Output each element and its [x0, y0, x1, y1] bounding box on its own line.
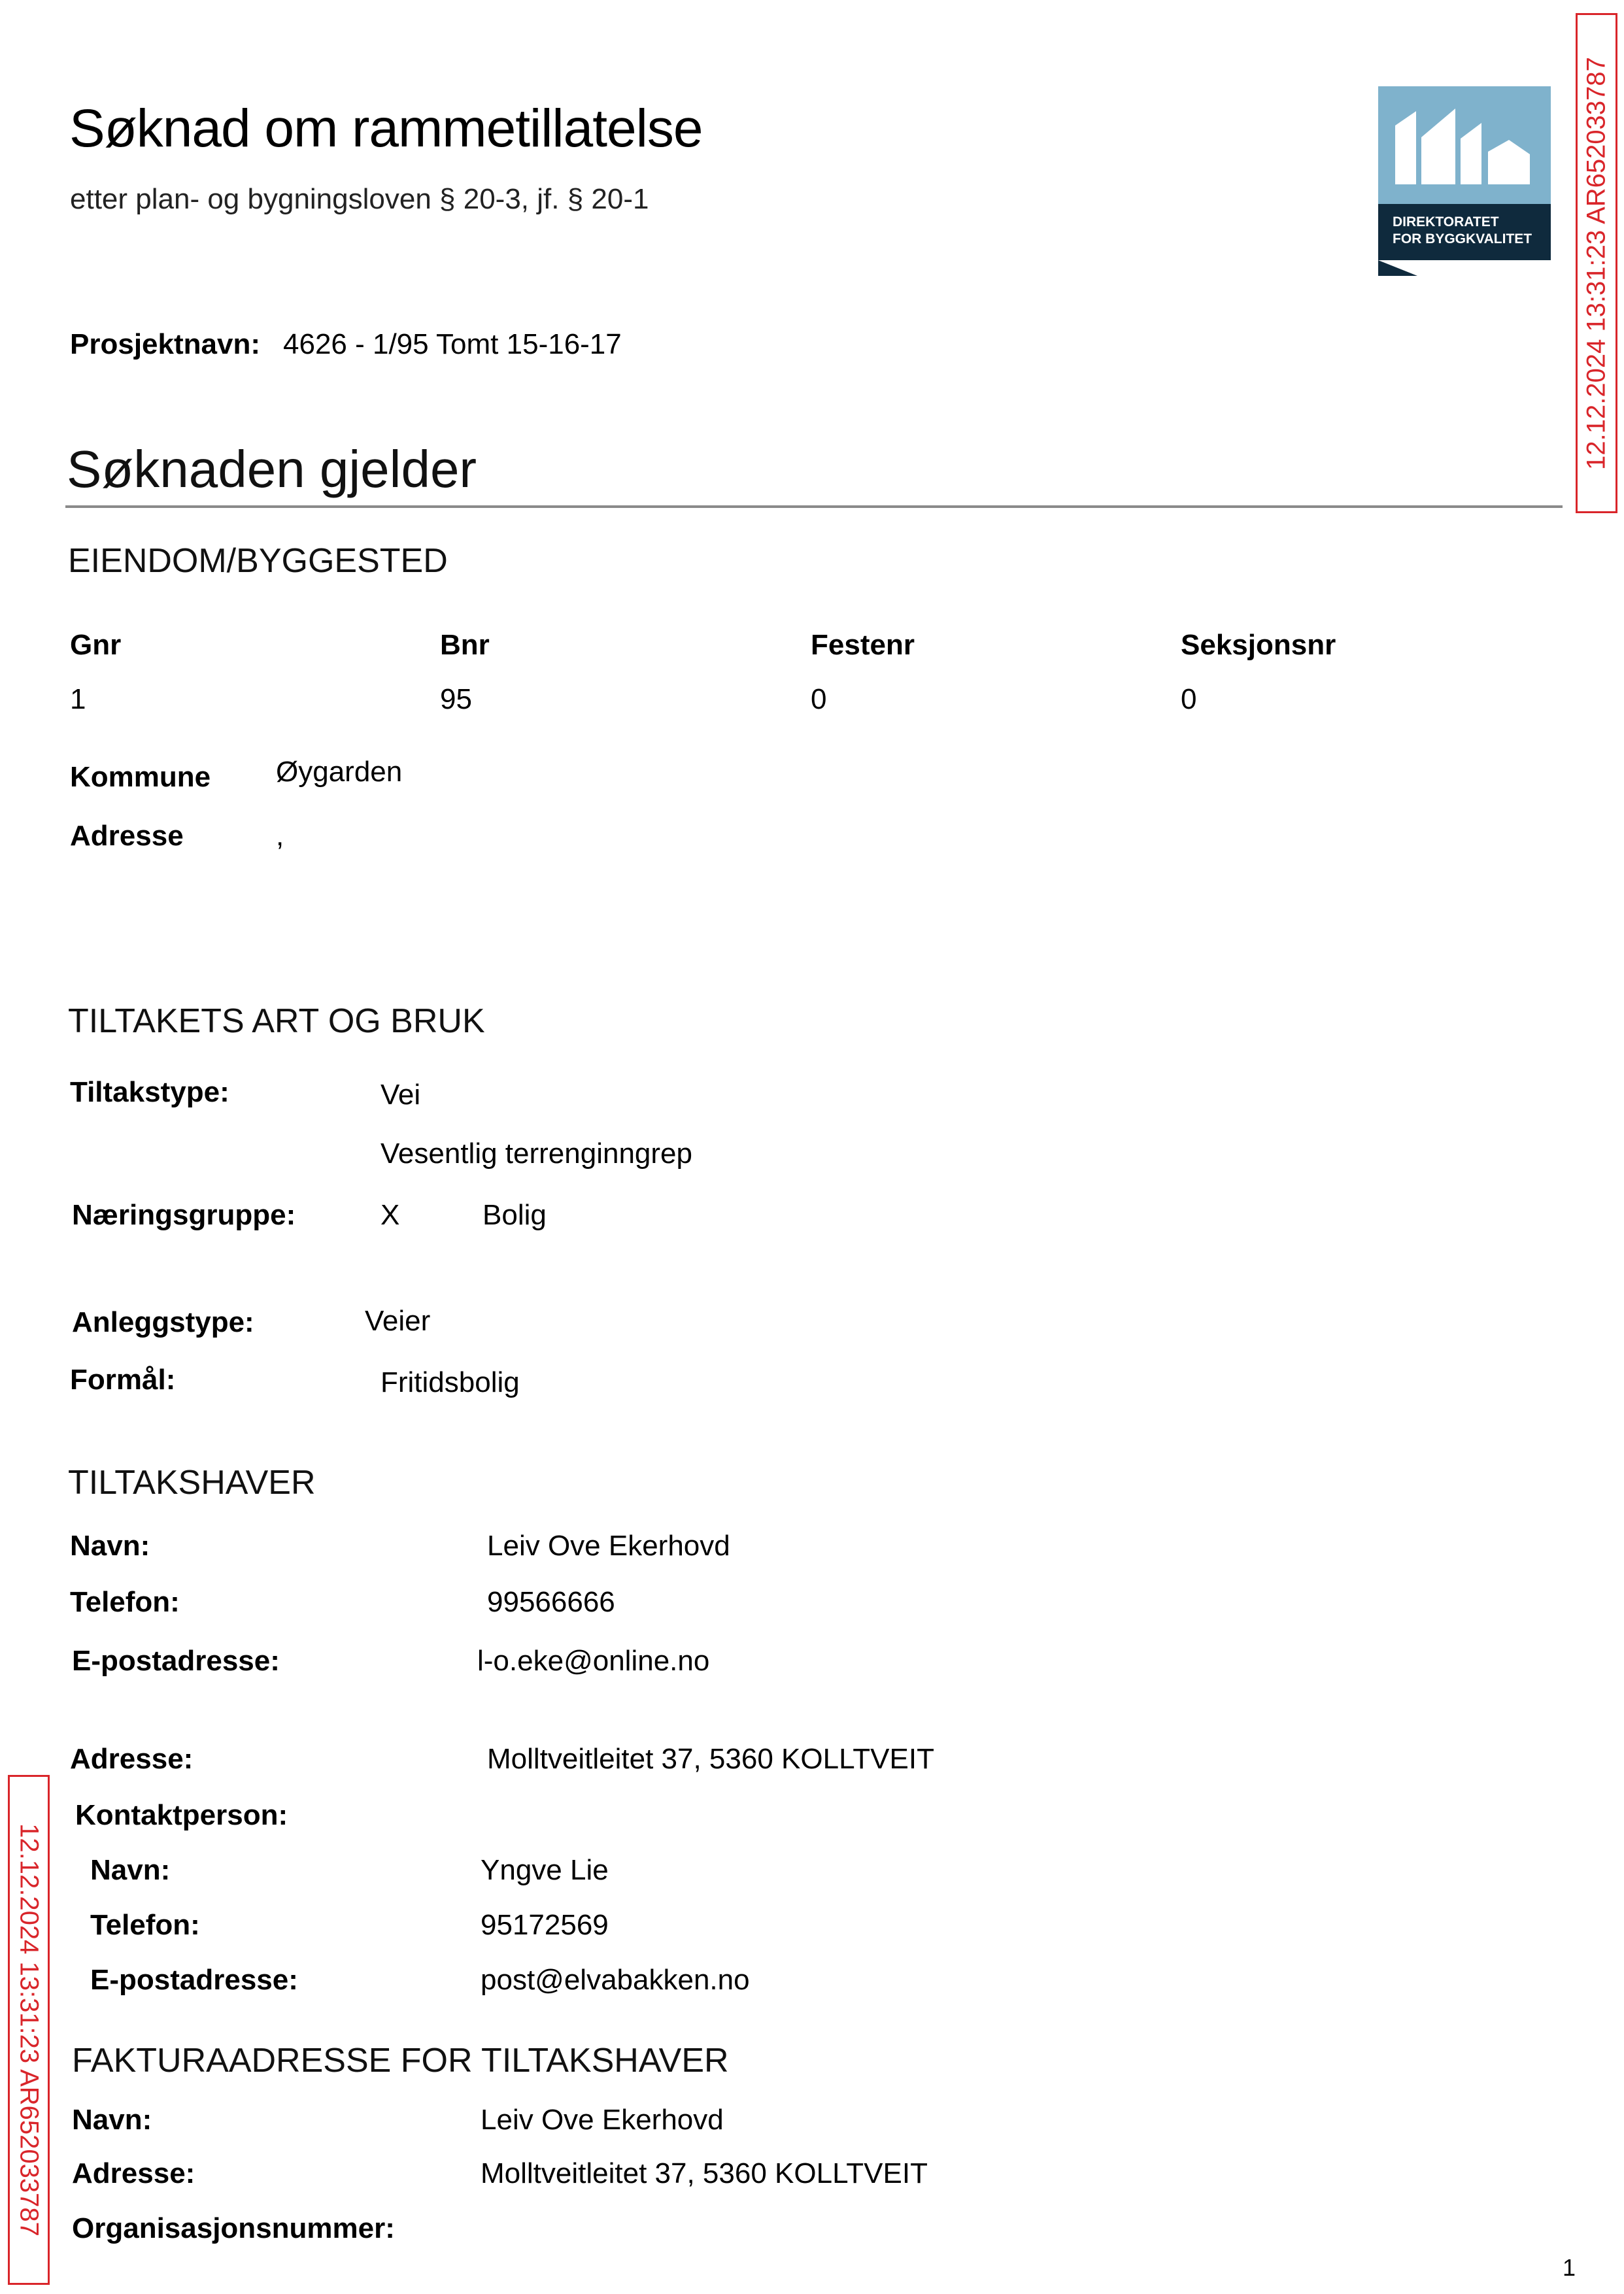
kontakt-epost-value: post@elvabakken.no	[481, 1964, 750, 1996]
tiltakshaver-adresse-value: Molltveitleitet 37, 5360 KOLLTVEIT	[487, 1743, 934, 1775]
gnr-value: 1	[70, 683, 86, 715]
logo-text-line2: FOR BYGGKVALITET	[1393, 231, 1532, 246]
dibk-logo	[1378, 86, 1551, 276]
tiltakshaver-epost-value: l-o.eke@online.no	[477, 1645, 710, 1677]
received-stamp-right	[1576, 13, 1617, 513]
naeringsgruppe-value: Bolig	[482, 1199, 547, 1231]
seksjonsnr-value: 0	[1181, 683, 1197, 715]
tiltakstype-label: Tiltakstype:	[70, 1076, 229, 1108]
faktura-navn-label: Navn:	[72, 2104, 152, 2136]
section-heading-tiltak: TILTAKETS ART OG BRUK	[68, 1002, 485, 1040]
document-subtitle: etter plan- og bygningsloven § 20-3, jf. § 20-1	[70, 183, 649, 215]
anleggstype-label: Anleggstype:	[72, 1306, 254, 1338]
anleggstype-value: Veier	[365, 1305, 431, 1337]
tiltakshaver-telefon-label: Telefon:	[70, 1586, 180, 1618]
naeringsgruppe-code: X	[381, 1199, 400, 1231]
stamp-text: 12.12.2024 13:31:23 AR652033787	[14, 1823, 44, 2236]
received-stamp-left	[8, 1775, 50, 2285]
kontakt-telefon-value: 95172569	[481, 1909, 609, 1941]
kontakt-epost-label: E-postadresse:	[90, 1964, 298, 1996]
tiltakshaver-navn-value: Leiv Ove Ekerhovd	[487, 1530, 730, 1562]
faktura-adresse-value: Molltveitleitet 37, 5360 KOLLTVEIT	[481, 2157, 928, 2189]
faktura-adresse-label: Adresse:	[72, 2157, 195, 2189]
tiltakstype-value-2: Vesentlig terrenginngrep	[381, 1138, 692, 1170]
project-name-label: Prosjektnavn:	[70, 328, 260, 360]
section-heading-eiendom: EIENDOM/BYGGESTED	[68, 542, 448, 580]
kontakt-telefon-label: Telefon:	[90, 1909, 200, 1941]
section-heading-soknaden: Søknaden gjelder	[67, 440, 477, 498]
festenr-label: Festenr	[811, 629, 915, 661]
tiltakstype-value-1: Vei	[381, 1079, 421, 1111]
formal-value: Fritidsbolig	[381, 1366, 520, 1398]
bnr-label: Bnr	[440, 629, 490, 661]
kommune-label: Kommune	[70, 761, 211, 793]
section-heading-faktura: FAKTURAADRESSE FOR TILTAKSHAVER	[72, 2042, 729, 2080]
adresse-label: Adresse	[70, 820, 184, 852]
dibk-logo-graphic	[1378, 86, 1551, 276]
tiltakshaver-telefon-value: 99566666	[487, 1586, 615, 1618]
kontakt-navn-value: Yngve Lie	[481, 1854, 609, 1886]
adresse-value: ,	[276, 820, 284, 852]
tiltakshaver-navn-label: Navn:	[70, 1530, 150, 1562]
faktura-org-label: Organisasjonsnummer:	[72, 2212, 395, 2244]
page-number: 1	[1563, 2254, 1576, 2281]
kontaktperson-label: Kontaktperson:	[75, 1799, 288, 1831]
formal-label: Formål:	[70, 1364, 176, 1396]
project-name-value: 4626 - 1/95 Tomt 15-16-17	[283, 328, 622, 360]
festenr-value: 0	[811, 683, 827, 715]
tiltakshaver-adresse-label: Adresse:	[70, 1743, 194, 1775]
seksjonsnr-label: Seksjonsnr	[1181, 629, 1336, 661]
tiltakshaver-epost-label: E-postadresse:	[72, 1645, 280, 1677]
kommune-value: Øygarden	[276, 756, 403, 788]
kontakt-navn-label: Navn:	[90, 1854, 171, 1886]
bnr-value: 95	[440, 683, 472, 715]
faktura-navn-value: Leiv Ove Ekerhovd	[481, 2104, 724, 2136]
logo-text-line1: DIREKTORATET	[1393, 214, 1499, 229]
heading-rule	[65, 505, 1563, 508]
naeringsgruppe-label: Næringsgruppe:	[72, 1199, 296, 1231]
gnr-label: Gnr	[70, 629, 122, 661]
stamp-text: 12.12.2024 13:31:23 AR652033787	[1582, 56, 1611, 470]
section-heading-tiltakshaver: TILTAKSHAVER	[68, 1464, 316, 1502]
document-title: Søknad om rammetillatelse	[69, 99, 703, 158]
